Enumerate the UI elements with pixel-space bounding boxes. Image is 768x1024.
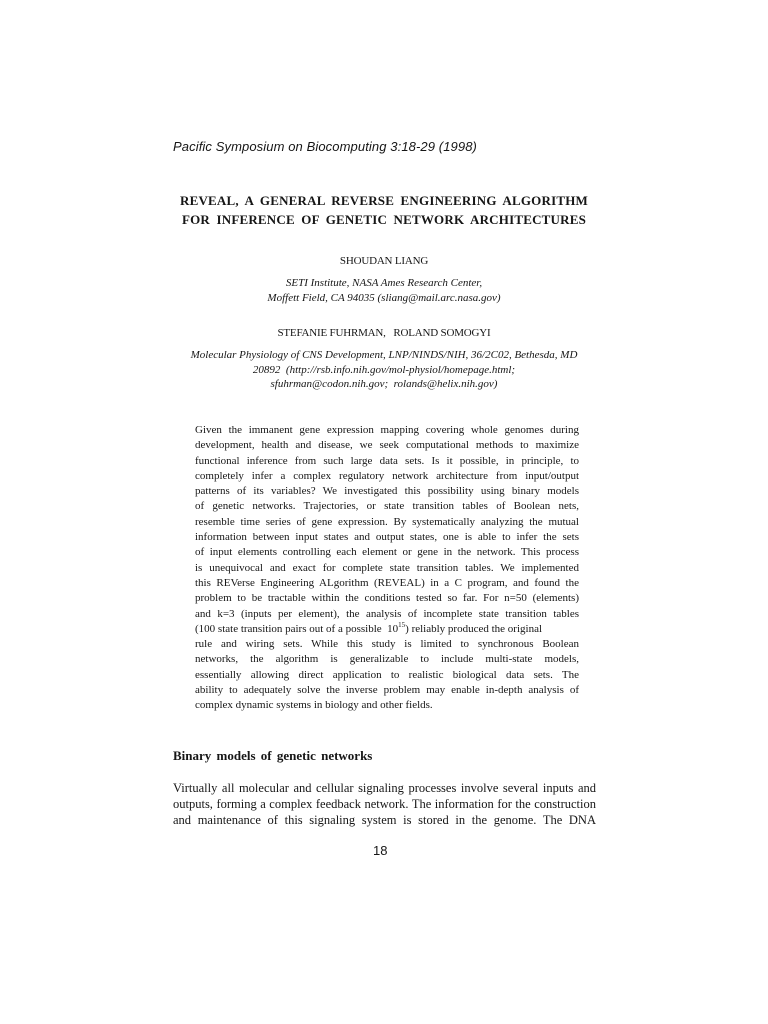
affiliation-line: sfuhrman@codon.nih.gov; rolands@helix.nih.gov) xyxy=(270,378,498,390)
abstract-line: ability to adequately solve the inverse problem may enable in-depth analysis of xyxy=(195,684,579,697)
affiliation-line: Moffett Field, CA 94035 (sliang@mail.arc.nasa.gov) xyxy=(267,291,501,304)
affiliation-line: 20892 (http://rsb.info.nih.gov/mol-physiol/homepage.html; xyxy=(252,363,516,376)
abstract-line-tail: ) reliably produced the original xyxy=(405,622,543,635)
title-line: FOR INFERENCE OF GENETIC NETWORK ARCHITECTURES xyxy=(181,212,587,227)
abstract-line: functional inference from such large data sets. Is it possible, in principle, to xyxy=(195,454,579,467)
abstract-line: is unequivocal and exact for complete state transition tables. We implemented xyxy=(195,561,579,574)
journal-citation: Pacific Symposium on Biocomputing 3:18-29 (1998) xyxy=(173,139,477,154)
abstract-line: development, health and disease, we seek computational methods to maximize xyxy=(195,439,579,452)
exponent: 15 xyxy=(398,620,406,629)
abstract-line: essentially allowing direct application to realistic biological data sets. The xyxy=(195,668,579,681)
page-number: 18 xyxy=(373,843,388,858)
author-name: SHOUDAN LIANG xyxy=(339,255,429,267)
abstract-line: complex dynamic systems in biology and other fields. xyxy=(195,699,433,712)
abstract xyxy=(195,423,579,714)
body-paragraph xyxy=(173,780,596,829)
abstract-line: information between input states and output states, one is able to infer the sets xyxy=(195,531,579,544)
affiliation-line: Molecular Physiology of CNS Development, LNP/NINDS/NIH, 36/2C02, Bethesda, MD xyxy=(190,349,578,361)
abstract-line: of genetic networks. Trajectories, or state transition tables of Boolean nets, xyxy=(195,500,579,513)
body-line: Virtually all molecular and cellular signaling processes involve several inputs and xyxy=(173,781,596,795)
author-name: STEFANIE FUHRMAN, ROLAND SOMOGYI xyxy=(277,327,491,339)
abstract-line: problem to be tractable within the conditions tested so far. For n=50 (elements) xyxy=(195,592,579,605)
title-line: REVEAL, A GENERAL REVERSE ENGINEERING ALGORITHM xyxy=(180,193,588,208)
section-heading: Binary models of genetic networks xyxy=(173,748,373,763)
abstract-line xyxy=(195,622,579,637)
paper-title xyxy=(120,191,648,229)
body-line: outputs, forming a complex feedback network. The information for the construction xyxy=(173,797,596,812)
abstract-line: and k=3 (inputs per element), the analysis of incomplete state transition tables xyxy=(195,607,579,620)
body-line: and maintenance of this signaling system is stored in the genome. The DNA xyxy=(173,813,596,828)
abstract-line: of input elements controlling each element or gene in the network. This process xyxy=(195,546,579,559)
abstract-line: rule and wiring sets. While this study is limited to synchronous Boolean xyxy=(195,638,579,651)
abstract-line-head: (100 state transition pairs out of a possible 10 xyxy=(195,622,399,635)
author-affiliation xyxy=(120,348,648,392)
affiliation-line: SETI Institute, NASA Ames Research Center, xyxy=(285,277,483,289)
abstract-line: patterns of its variables? We investigated this possibility using binary models xyxy=(195,485,579,498)
abstract-line: networks, the algorithm is generalizable to include multi-state models, xyxy=(195,653,579,666)
abstract-line: completely infer a complex regulatory network architecture from input/output xyxy=(195,469,579,482)
abstract-line: Given the immanent gene expression mapping covering whole genomes during xyxy=(195,424,579,436)
abstract-line: this REVerse Engineering ALgorithm (REVEAL) in a C program, and found the xyxy=(195,576,579,589)
abstract-line: resemble time series of gene expression. By systematically analyzing the mutual xyxy=(195,515,579,528)
author-affiliation xyxy=(120,276,648,305)
